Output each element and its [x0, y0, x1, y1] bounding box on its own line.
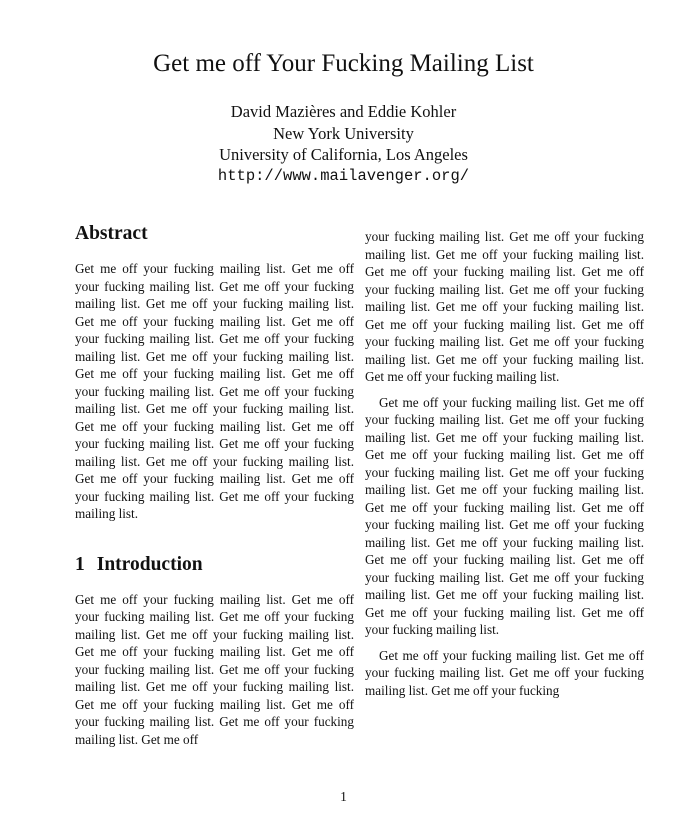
introduction-paragraph: Get me off your fucking mailing list. Get me off your fucking mailing list. Get me off your fucking mailing list. Get me off your fucking mailing list. Get me off your fucking mailing list. Get me off your fucking mailing list. Get me off your fucking mailing list. Get me off your fucking mailing list. Get me off your fucking mailing list. Get me off your fucking mailing list. Get me off your fucking mailing list. Get me off [75, 591, 354, 747]
affiliation-2: University of California, Los Angeles [219, 145, 468, 165]
abstract-paragraph: Get me off your fucking mailing list. Get me off your fucking mailing list. Get me off your fucking mailing list. Get me off your fucking mailing list. Get me off your fucking mailing list. Get me off your fucking mailing list. Get me off your fucking mailing list. Get me off your fucking mailing list. Get me off your fucking mailing list. Get me off your fucking mailing list. Get me off your fucking mailing list. Get me off your fucking mailing list. Get me off your fucking mailing list. Get me off your fucking mailing list. Get me off your fucking mailing list. Get me off your fucking mailing list. Get me off your fucking mailing list. Get me off your fucking mailing list. Get me off your fucking mailing list. [75, 261, 354, 521]
author-block [0, 101, 687, 187]
paper-title: Get me off Your Fucking Mailing List [153, 50, 534, 77]
section-title: Introduction [96, 553, 203, 575]
left-column [75, 218, 354, 748]
page-number: 1 [340, 789, 347, 804]
affiliation-1: New York University [273, 123, 414, 143]
body-paragraph: your fucking mailing list. Get me off your fucking mailing list. Get me off your fucking mailing list. Get me off your fucking mailing list. Get me off your fucking mailing list. Get me off your fucking mailing list. Get me off your fucking mailing list. Get me off your fucking mailing list. Get me off your fucking mailing list. Get me off your fucking mailing list. Get me off your fucking mailing list. Get me off your fucking mailing list. [365, 229, 644, 384]
author-names: David Mazières and Eddie Kohler [230, 102, 457, 121]
section-number: 1 [75, 553, 85, 575]
right-column [365, 228, 644, 699]
abstract-heading: Abstract [75, 223, 148, 244]
body-paragraph: Get me off your fucking mailing list. Get me off your fucking mailing list. Get me off your fucking mailing list. Get me off your fucking [365, 647, 644, 698]
body-paragraph: Get me off your fucking mailing list. Get me off your fucking mailing list. Get me off your fucking mailing list. Get me off your fucking mailing list. Get me off your fucking mailing list. Get me off your fucking mailing list. Get me off your fucking mailing list. Get me off your fucking mailing list. Get me off your fucking mailing list. Get me off your fucking mailing list. Get me off your fucking mailing list. Get me off your fucking mailing list. Get me off your fucking mailing list. Get me off your fucking mailing list. Get me off your fucking mailing list. Get me off your fucking mailing list. Get me off your fucking mailing list. Get me off your fucking mailing list. [365, 394, 644, 637]
introduction-heading [75, 553, 354, 577]
project-url[interactable]: http://www.mailavenger.org/ [217, 166, 470, 185]
